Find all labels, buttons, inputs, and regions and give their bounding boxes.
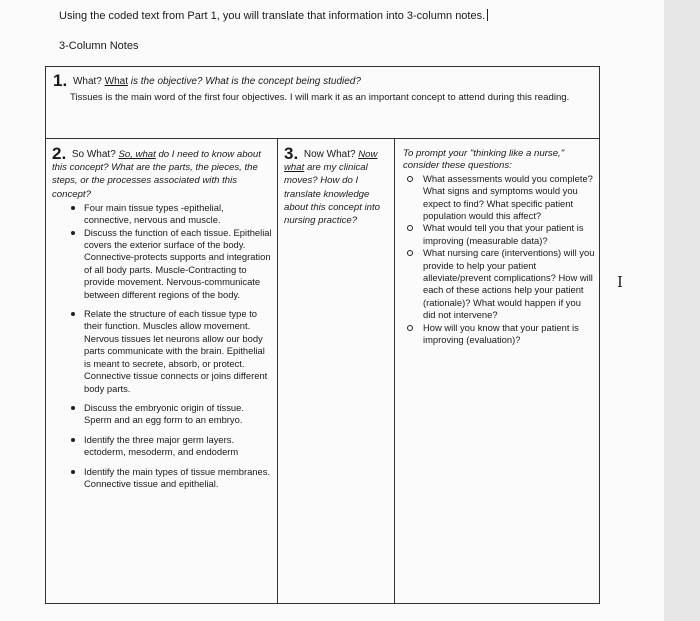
nursing-question-list bbox=[403, 173, 596, 347]
three-column-table bbox=[45, 139, 600, 604]
text-cursor-icon: I bbox=[617, 273, 623, 291]
column-now-what bbox=[278, 139, 395, 603]
list-item: Discuss the embryonic origin of tissue. Sperm and an egg form to an embryo. bbox=[52, 402, 273, 427]
window-gutter bbox=[664, 0, 700, 621]
text-caret bbox=[487, 9, 488, 21]
list-item: Identify the main types of tissue membranes. Connective tissue and epithelial. bbox=[52, 466, 273, 491]
section-what-question: 1. What? What is the objective? What is the concept being studied? bbox=[53, 71, 361, 90]
list-item: Four main tissue types -epithelial, connective, nervous and muscle. bbox=[52, 202, 273, 227]
list-item: Discuss the function of each tissue. Epithelial covers the exterior surface of the body. Connective-protects supports and integration of all body parts. Muscle-Contracting to provide movement. Nervous-communicate between different regions of the body. bbox=[52, 227, 273, 301]
section-what-number: 1. bbox=[53, 71, 68, 90]
list-item: How will you know that your patient is improving (evaluation)? bbox=[403, 322, 596, 347]
list-item: Relate the structure of each tissue type to their function. Muscles allow movement. Nervous tissues let neurons allow our body parts communicate with the brain. Epithelial is meant to secrete, absorb, or protect. Connective tissue connects or joins different body parts. bbox=[52, 308, 273, 395]
column-so-what bbox=[46, 139, 278, 603]
so-what-question: 2. So What? So, what do I need to know about this concept? What are the parts, the pieces, the steps, or the processes associated with this concept? bbox=[52, 144, 261, 200]
now-what-question: 3. Now What? Now what are my clinical moves? How do I translate knowledge about this concept into nursing practice? bbox=[284, 144, 381, 227]
list-item: What would tell you that your patient is improving (measurable data)? bbox=[403, 222, 596, 247]
section-now-what-number: 3. bbox=[284, 144, 299, 163]
section-what-answer: Tissues is the main word of the first four objectives. I will mark it as an important concept to attend during this reading. bbox=[70, 92, 570, 103]
so-what-answer-list bbox=[52, 202, 273, 491]
notes-heading: 3-Column Notes bbox=[59, 40, 139, 52]
column-nursing-prompts bbox=[395, 139, 599, 603]
intro-text[interactable]: Using the coded text from Part 1, you will translate that information into 3-column notes. bbox=[59, 9, 488, 22]
list-item: What assessments would you complete? What signs and symptoms would you expect to find? What specific patient population would this affect? bbox=[403, 173, 596, 223]
list-item: What nursing care (interventions) will you provide to help your patient alleviate/prevent complications? How will each of these actions help your patient (rationale)? What would happen if you did not intervene? bbox=[403, 247, 596, 321]
list-item: Identify the three major germ layers. ectoderm, mesoderm, and endoderm bbox=[52, 434, 273, 459]
section-what-box bbox=[45, 66, 600, 139]
section-so-what-number: 2. bbox=[52, 144, 67, 163]
nursing-prompt-heading: To prompt your "thinking like a nurse," consider these questions: bbox=[403, 148, 565, 172]
